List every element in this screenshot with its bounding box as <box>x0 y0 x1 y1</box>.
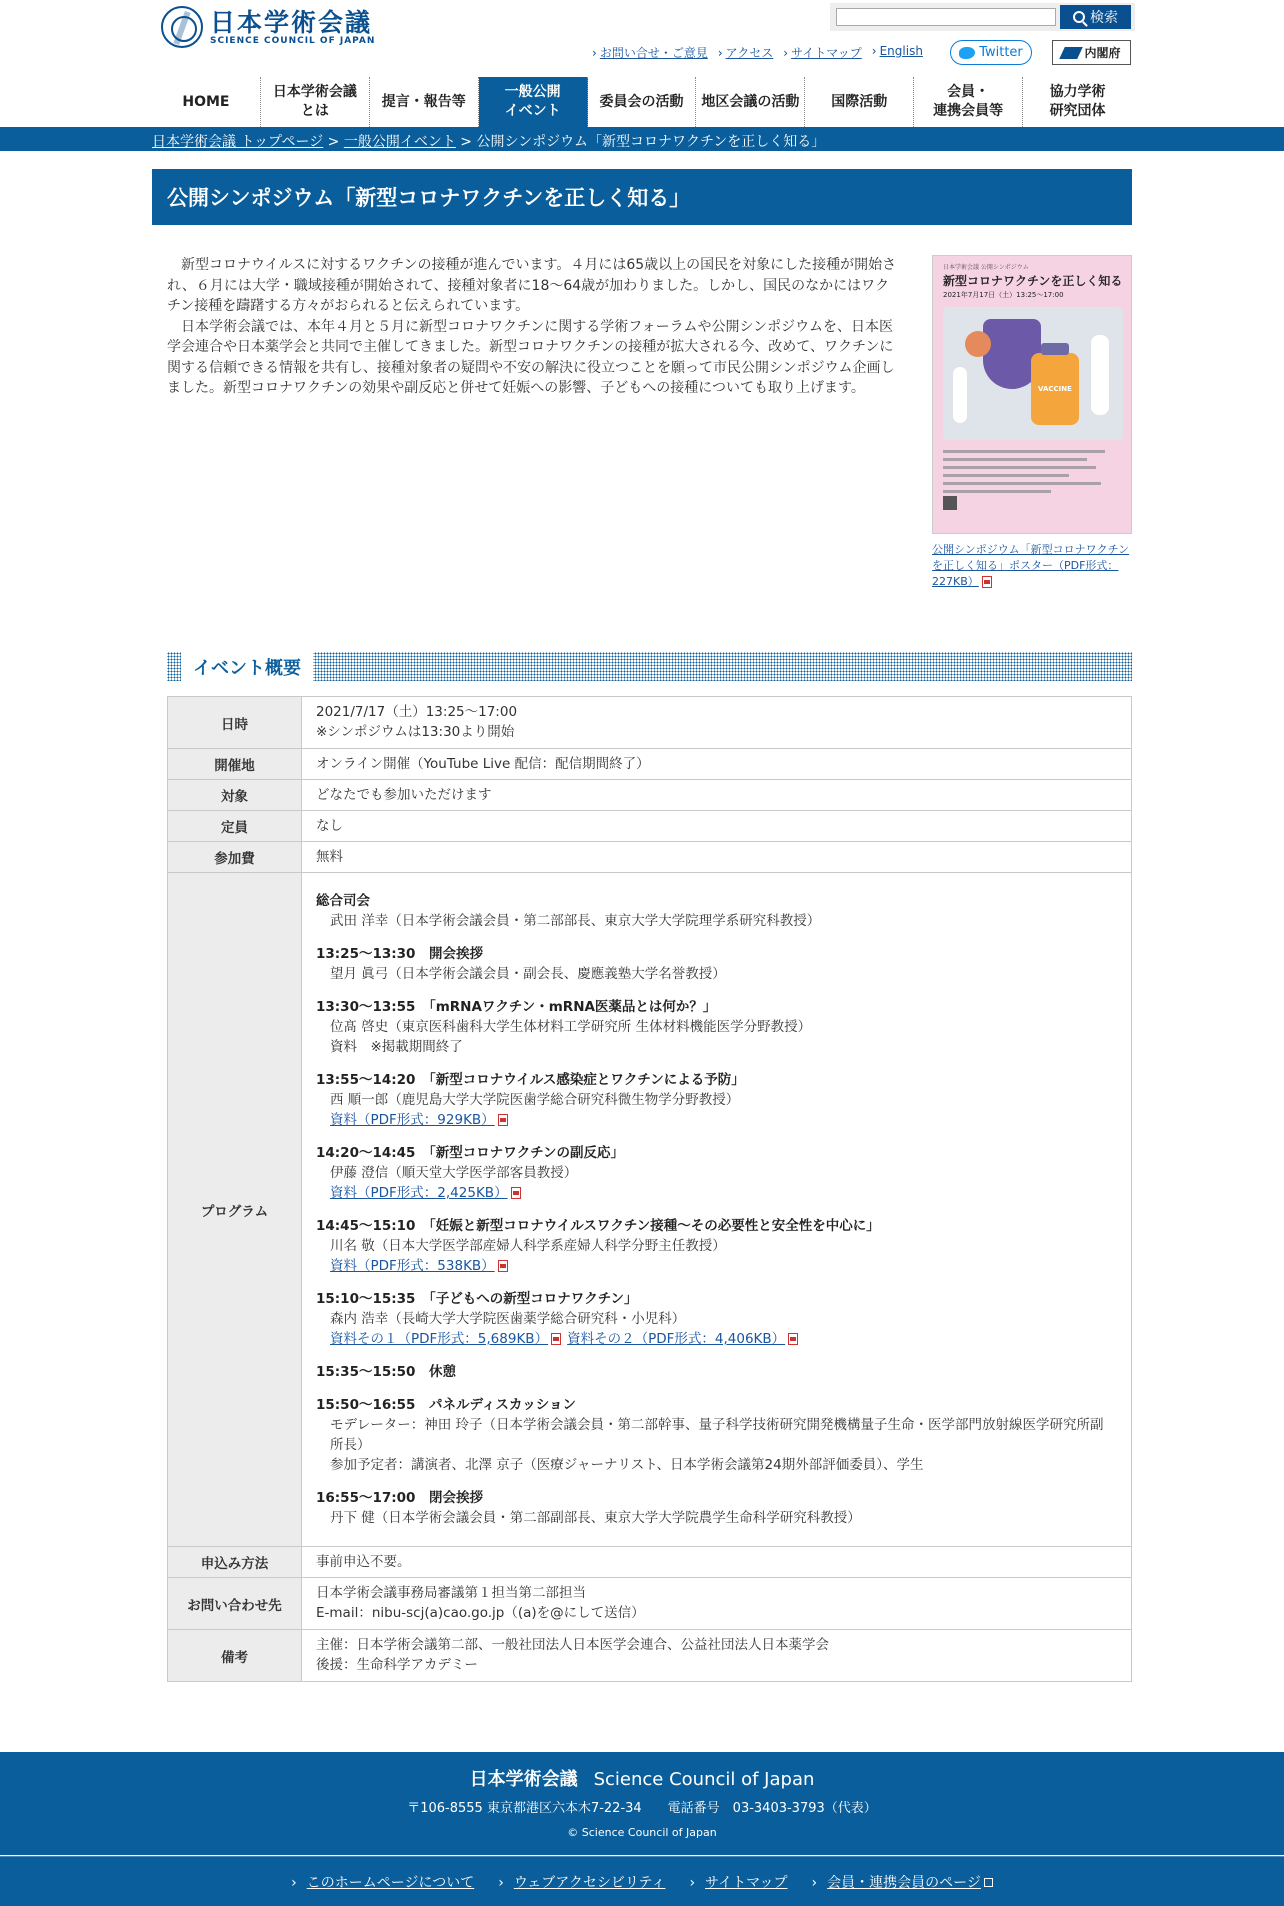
row-value <box>302 1578 1132 1630</box>
contact-link[interactable]: › お問い合せ・ご意見 <box>592 44 708 61</box>
breadcrumb-current: 公開シンポジウム「新型コロナワクチンを正しく知る」 <box>476 134 826 150</box>
program-item <box>316 1395 1117 1475</box>
table-row <box>168 697 1132 749</box>
program-item <box>316 944 1117 984</box>
program-item <box>316 1143 1117 1203</box>
twitter-bird-icon <box>959 47 975 59</box>
datetime-value: 2021/7/17（土）13:25～17:00 <box>316 704 518 720</box>
search-input[interactable] <box>836 8 1056 26</box>
cabinet-office-label: 内閣府 <box>1084 46 1121 60</box>
poster-thumbnail[interactable] <box>932 255 1132 534</box>
row-header: お問い合わせ先 <box>168 1578 302 1630</box>
poster-date: 2021年7月17日（土）13:25～17:00 <box>943 291 1064 299</box>
search-button-label: 検索 <box>1090 10 1118 26</box>
row-header: 備考 <box>168 1630 302 1682</box>
program-item-materials <box>316 1110 1117 1130</box>
nav-item[interactable]: 協力学術 研究団体 <box>1049 84 1106 119</box>
utility-links <box>592 44 923 61</box>
twitter-button[interactable] <box>950 40 1032 65</box>
program-item-title: 16:55～17:00 閉会挨拶 <box>316 1490 483 1506</box>
program-item-detail: モデレーター：神田 玲子（日本学術会議会員・第二部幹事、量子科学技術研究開発機構量子生命・医学部門放射線医学研究所副所長） <box>330 1417 1104 1453</box>
row-header: 対象 <box>168 780 302 811</box>
row-header: 申込み方法 <box>168 1547 302 1578</box>
program-item-detail: 森内 浩幸（長崎大学大学院医歯薬学総合研究科・小児科） <box>330 1311 686 1327</box>
site-logo[interactable] <box>161 6 375 48</box>
poster-pdf-link[interactable] <box>932 542 1134 590</box>
site-footer <box>0 1752 1284 1855</box>
doctor-figure-icon <box>1091 335 1109 415</box>
nav-item[interactable]: 国際活動 <box>805 77 914 127</box>
breadcrumb-home[interactable]: 日本学術会議 トップページ <box>152 134 324 150</box>
program-item <box>316 891 1117 931</box>
footer-name-en: Science Council of Japan <box>593 1769 815 1790</box>
search-icon <box>1073 11 1085 23</box>
nav-item[interactable]: 提言・報告等 <box>370 77 479 127</box>
row-value <box>302 697 1132 749</box>
section-heading <box>167 652 1132 681</box>
footer-link-members[interactable]: › 会員・連携会員のページ <box>812 1875 981 1891</box>
program-item-detail: 丹下 健（日本学術会議会員・第二部副部長、東京大学大学院農学生命科学研究科教授） <box>330 1510 861 1526</box>
row-header: プログラム <box>168 873 302 1547</box>
remarks-support: 後援：生命科学アカデミー <box>316 1657 478 1673</box>
program-item <box>316 1070 1117 1130</box>
program-item-title: 13:55～14:20 「新型コロナウイルス感染症とワクチンによる予防」 <box>316 1072 745 1088</box>
scj-seal-icon <box>161 6 203 48</box>
table-row <box>168 1630 1132 1682</box>
apply-value: 事前申込不要。 <box>302 1547 1132 1578</box>
program-list <box>302 873 1132 1547</box>
program-item-title: 13:25～13:30 開会挨拶 <box>316 946 483 962</box>
footer-name <box>0 1765 1284 1791</box>
material-pdf-link[interactable]: 資料（PDF形式：538KB） <box>330 1258 495 1274</box>
nav-item[interactable]: HOME <box>152 77 261 127</box>
qr-code-icon <box>943 496 957 510</box>
program-item-materials <box>316 1329 1117 1349</box>
program-item-title: 14:20～14:45 「新型コロナワクチンの副反応」 <box>316 1145 625 1161</box>
target-value: どなたでも参加いただけます <box>302 780 1132 811</box>
intro-text <box>167 255 899 399</box>
datetime-note: ※シンポジウムは13:30より開始 <box>316 724 515 740</box>
program-item-detail: 武田 洋幸（日本学術会議会員・第二部部長、東京大学大学院理学系研究科教授） <box>330 913 821 929</box>
program-item-detail: 参加予定者：講演者、北澤 京子（医療ジャーナリスト、日本学術会議第24期外部評価委員）、学生 <box>330 1457 924 1473</box>
breadcrumb-parent[interactable]: 一般公開イベント <box>343 134 456 150</box>
twitter-label: Twitter <box>979 45 1023 60</box>
sitemap-link[interactable]: › サイトマップ <box>783 44 862 61</box>
logo-title: 日本学術会議 <box>210 7 373 37</box>
table-row <box>168 780 1132 811</box>
program-item <box>316 1289 1117 1349</box>
row-header: 定員 <box>168 811 302 842</box>
pdf-icon <box>498 1260 508 1272</box>
logo-subtitle: SCIENCE COUNCIL OF JAPAN <box>210 35 376 46</box>
program-item <box>316 1488 1117 1528</box>
breadcrumb-separator: > <box>455 134 477 150</box>
row-header: 参加費 <box>168 842 302 873</box>
remarks-organizer: 主催：日本学術会議第二部、一般社団法人日本医学会連合、公益社団法人日本薬学会 <box>316 1637 829 1653</box>
program-item-detail: 望月 眞弓（日本学術会議会員・副会長、慶應義塾大学名誉教授） <box>330 966 726 982</box>
footer-link-members-wrap <box>812 1872 993 1892</box>
venue-value: オンライン開催（YouTube Live 配信：配信期間終了） <box>302 749 1132 780</box>
virus-icon <box>965 331 991 357</box>
material-pdf-link[interactable]: 資料その２（PDF形式：4,406KB） <box>567 1331 786 1347</box>
external-link-icon <box>984 1878 993 1887</box>
vial-label: VACCINE <box>1038 385 1072 393</box>
table-row <box>168 749 1132 780</box>
program-item-title: 15:10～15:35 「子どもへの新型コロナワクチン」 <box>316 1291 638 1307</box>
pdf-icon <box>511 1187 521 1199</box>
footer-links <box>0 1856 1284 1906</box>
section-title: イベント概要 <box>181 652 313 681</box>
program-item-detail: 資料 ※掲載期間終了 <box>330 1039 463 1055</box>
footer-copyright: © Science Council of Japan <box>567 1826 717 1839</box>
scientist-figure-icon <box>953 367 967 423</box>
program-item-title: 14:45～15:10 「妊娠と新型コロナウイルスワクチン接種～その必要性と安全性を中心に」 <box>316 1218 880 1234</box>
nav-item[interactable]: 会員・ 連携会員等 <box>914 77 1023 127</box>
breadcrumb-separator: > <box>323 134 344 150</box>
search-box <box>830 3 1135 31</box>
pdf-icon <box>551 1333 561 1345</box>
program-item-detail: 川名 敬（日本大学医学部産婦人科学系産婦人科学分野主任教授） <box>330 1238 726 1254</box>
material-pdf-link[interactable]: 資料その１（PDF形式：5,689KB） <box>330 1331 549 1347</box>
row-header: 開催地 <box>168 749 302 780</box>
footer-link-about[interactable]: › このホームページについて <box>291 1872 474 1892</box>
intro-paragraph: 新型コロナウイルスに対するワクチンの接種が進んでいます。４月には65歳以上の国民を対象にした接種が開始され、６月には大学・職域接種が開始されて、接種対象者に18～64歳が加わりました。しかし、国民のなかにはワクチン接種を躊躇する方々がおられると伝えられています。 <box>167 257 897 314</box>
row-value <box>302 1630 1132 1682</box>
material-pdf-link[interactable]: 資料（PDF形式：929KB） <box>330 1112 495 1128</box>
poster-illustration <box>943 307 1123 440</box>
page-title: 公開シンポジウム「新型コロナワクチンを正しく知る」 <box>152 169 1132 225</box>
pdf-icon <box>788 1333 798 1345</box>
program-item-materials <box>316 1256 1117 1276</box>
footer-link-accessibility[interactable]: › ウェブアクセシビリティ <box>498 1872 665 1892</box>
poster-title: 新型コロナワクチンを正しく知る <box>943 274 1123 288</box>
poster-pdf-link-text[interactable]: 公開シンポジウム「新型コロナワクチンを正しく知る」ポスター（PDF形式：227KB） <box>932 543 1130 588</box>
program-item-detail: 西 順一郎（鹿児島大学大学院医歯学総合研究科微生物学分野教授） <box>330 1092 740 1108</box>
english-link[interactable]: › English <box>872 44 923 61</box>
footer-link-sitemap[interactable]: › サイトマップ <box>689 1872 787 1892</box>
nav-item[interactable]: 地区会議の活動 <box>696 77 805 127</box>
access-link[interactable]: › アクセス <box>718 44 773 61</box>
cabinet-office-logo-icon <box>1060 47 1084 59</box>
material-pdf-link[interactable]: 資料（PDF形式：2,425KB） <box>330 1185 508 1201</box>
program-item-title: 13:30～13:55 「mRNAワクチン・mRNA医薬品とは何か？」 <box>316 999 717 1015</box>
intro-paragraph: 日本学術会議では、本年４月と５月に新型コロナワクチンに関する学術フォーラムや公開シンポジウムを、日本医学会連合や日本薬学会と共同で主催してきました。新型コロナワクチンの接種が拡大される今、改めて、ワクチンに関する信頼できる情報を共有し、接種対象者の疑問や不安の解決に役立つことを願って市民公開シンポジウム企画しました。新型コロナワクチンの効果や副反応と併せて妊娠への影響、子どもへの接種についても取り上げます。 <box>167 318 895 396</box>
site-header <box>0 0 1284 75</box>
fee-value: 無料 <box>302 842 1132 873</box>
pdf-icon <box>982 576 992 588</box>
contact-office: 日本学術会議事務局審議第１担当第二部担当 <box>316 1585 586 1601</box>
row-header: 日時 <box>168 697 302 749</box>
footer-name-jp: 日本学術会議 <box>469 1769 578 1790</box>
table-row <box>168 1547 1132 1578</box>
program-item-detail: 位髙 啓史（東京医科歯科大学生体材料工学研究所 生体材料機能医学分野教授） <box>330 1019 812 1035</box>
program-item-title: 15:50～16:55 パネルディスカッション <box>316 1397 576 1413</box>
table-row <box>168 1578 1132 1630</box>
nav-item[interactable]: 日本学術会議 とは <box>261 77 370 127</box>
program-item-title: 総合司会 <box>316 893 370 909</box>
cabinet-office-link[interactable] <box>1052 40 1131 65</box>
logo-text <box>210 9 375 46</box>
global-nav <box>152 77 1132 127</box>
capacity-value: なし <box>302 811 1132 842</box>
event-summary-table <box>167 696 1132 1682</box>
table-row <box>168 842 1132 873</box>
search-button[interactable] <box>1060 5 1131 29</box>
poster-body-text <box>943 450 1123 526</box>
program-item <box>316 1216 1117 1276</box>
breadcrumb <box>152 131 825 151</box>
poster-organizer: 日本学術会議 公開シンポジウム <box>943 264 1029 271</box>
program-item-detail: 伊藤 澄信（順天堂大学医学部客員教授） <box>330 1165 578 1181</box>
table-row <box>168 873 1132 1547</box>
contact-email: E-mail：nibu-scj(a)cao.go.jp（(a)を@にして送信） <box>316 1605 645 1621</box>
table-row <box>168 811 1132 842</box>
program-item <box>316 997 1117 1057</box>
program-item <box>316 1362 1117 1382</box>
program-item-title: 15:35～15:50 休憩 <box>316 1364 456 1380</box>
footer-address: 〒106-8555 東京都港区六本木7-22-34 電話番号 03-3403-3793（代表） <box>407 1801 877 1816</box>
nav-item[interactable]: 一般公開 イベント <box>479 77 588 127</box>
program-item-materials <box>316 1183 1117 1203</box>
pdf-icon <box>498 1114 508 1126</box>
nav-item[interactable]: 委員会の活動 <box>588 77 697 127</box>
